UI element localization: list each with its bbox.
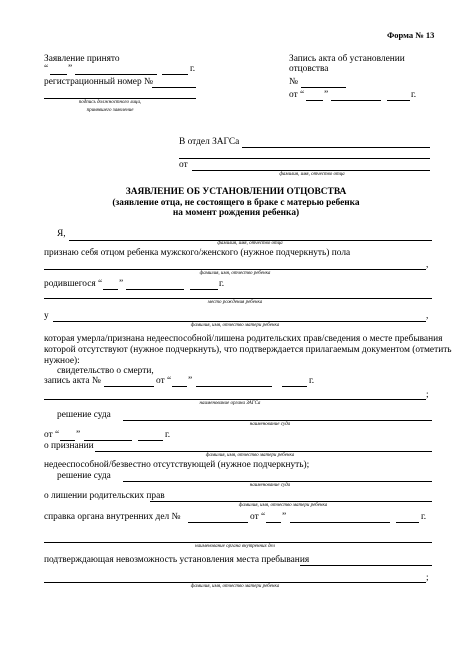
police-number-line[interactable]: [188, 522, 248, 523]
police-org-caption: наименование органа внутренних дел: [195, 544, 275, 549]
applicant-name-line[interactable]: [192, 170, 430, 171]
court-2-name-caption: наименование суда: [249, 483, 291, 488]
record-act-quote-close: ”: [188, 376, 193, 386]
birthplace-caption: место рождения ребенка: [207, 300, 263, 305]
document-title: ЗАЯВЛЕНИЕ ОБ УСТАНОВЛЕНИИ ОТЦОВСТВА: [125, 187, 347, 197]
i-label: Я,: [57, 229, 66, 239]
recognition-mother-line[interactable]: [95, 451, 432, 452]
record-label-2: отцовства: [289, 64, 329, 74]
record-act-month-line[interactable]: [196, 386, 272, 387]
police-month-line[interactable]: [290, 522, 390, 523]
recognition-mother-caption: фамилия, имя, отчество матери ребенка: [205, 453, 295, 458]
record-act-number-line[interactable]: [104, 386, 154, 387]
accepted-month-line[interactable]: [75, 74, 157, 75]
police-quote-close: ”: [282, 512, 287, 522]
police-from: от “: [250, 512, 266, 522]
confirm-mother-line[interactable]: [300, 565, 432, 566]
child-name-comma: ,: [426, 260, 429, 270]
record-day-line[interactable]: [306, 100, 323, 101]
born-quote-close: ”: [119, 279, 124, 289]
recognize-text: признаю себя отцом ребенка мужского/женского (нужное подчеркнуть) пола: [44, 248, 351, 258]
court-2-name-line[interactable]: [123, 481, 432, 482]
accepted-date-quote: “: [44, 64, 49, 74]
court-quote-close: ”: [76, 430, 81, 440]
born-year-suffix: г.: [219, 279, 225, 289]
record-number-line[interactable]: [301, 87, 346, 88]
zags-name-line-2[interactable]: [179, 158, 430, 159]
form-number: Форма № 13: [387, 30, 435, 40]
reg-number-line[interactable]: [152, 87, 196, 88]
died-text-1: которая умерла/признана недееспособной/лишена родительских прав/сведения о месте пребывания: [44, 334, 443, 344]
record-label-1: Запись акта об установлении: [289, 54, 405, 64]
born-label: родившегося “: [44, 279, 103, 289]
signature-caption-2: принявшего заявление: [86, 108, 134, 113]
court-year-line[interactable]: [138, 440, 163, 441]
court-label: решение суда: [57, 410, 111, 420]
court-date-from: от “: [44, 430, 60, 440]
birthplace-line[interactable]: [44, 298, 432, 299]
record-act-year-line[interactable]: [282, 386, 307, 387]
police-certificate-label: справка органа внутренних дел №: [44, 512, 181, 522]
court-name-line[interactable]: [123, 420, 432, 421]
record-number-label: №: [289, 77, 298, 87]
confirm-semicolon: ;: [426, 573, 429, 583]
accepted-date-quote-close: ”: [68, 64, 73, 74]
record-act-year-suffix: г.: [309, 376, 315, 386]
accepted-day-line[interactable]: [50, 74, 67, 75]
signature-line[interactable]: [44, 98, 196, 99]
born-month-line[interactable]: [126, 289, 184, 290]
record-quote-close: ”: [324, 90, 329, 100]
died-text-3: нужное):: [44, 356, 80, 366]
record-year-line[interactable]: [387, 100, 410, 101]
recognition-label: о признании: [44, 441, 94, 451]
accepted-label: Заявление принято: [44, 54, 120, 64]
record-act-label: запись акта №: [44, 376, 101, 386]
signature-caption-1: подпись должностного лица,: [78, 100, 142, 105]
reg-number-label: регистрационный номер №: [44, 77, 153, 87]
to-zags-label: В отдел ЗАГСа: [179, 137, 240, 147]
father-name-caption: фамилия, имя, отчество отца: [217, 241, 283, 246]
zags-org-line[interactable]: [44, 399, 426, 400]
police-year-suffix: г.: [421, 512, 427, 522]
mother-name-comma: ,: [426, 311, 429, 321]
zags-name-line[interactable]: [242, 147, 430, 148]
died-text-2: которой отсутствуют (нужное подчеркнуть), что подтверждается прилагаемым документом (отметить: [44, 345, 452, 355]
death-certificate-label: свидетельство о смерти,: [57, 366, 154, 376]
zags-org-caption: наименование органа ЗАГСа: [199, 401, 261, 406]
record-month-line[interactable]: [331, 100, 381, 101]
child-name-caption: фамилия, имя, отчество ребенка: [199, 271, 271, 276]
record-from-label: от “: [289, 90, 305, 100]
incapable-text: недееспособной/безвестно отсутствующей (нужное подчеркнуть);: [44, 460, 310, 470]
at-label: у: [44, 311, 49, 321]
court-2-label: решение суда: [57, 471, 111, 481]
from-label: от: [179, 160, 188, 170]
document-subtitle-2: на момент рождения ребенка): [172, 208, 300, 218]
child-name-line[interactable]: [44, 269, 426, 270]
accepted-year-line[interactable]: [162, 74, 188, 75]
deprivation-mother-line[interactable]: [150, 501, 432, 502]
mother-name-caption: фамилия, имя, отчество матери ребенка: [190, 323, 280, 328]
police-day-line[interactable]: [266, 522, 281, 523]
zags-org-semicolon: ;: [426, 390, 429, 400]
police-year-line[interactable]: [396, 522, 419, 523]
record-act-from: от “: [156, 376, 172, 386]
born-day-line[interactable]: [103, 289, 118, 290]
court-year-suffix: г.: [165, 430, 171, 440]
court-name-caption: наименование суда: [249, 422, 291, 427]
record-year-suffix: г.: [411, 90, 417, 100]
record-act-day-line[interactable]: [172, 386, 187, 387]
document-subtitle-1: (заявление отца, не состоящего в браке с матерью ребенка: [112, 198, 360, 208]
deprivation-mother-caption: фамилия, имя, отчество матери ребенка: [238, 503, 328, 508]
mother-name-line[interactable]: [53, 321, 426, 322]
accepted-year-suffix: г.: [190, 64, 196, 74]
confirm-mother-line-2[interactable]: [44, 582, 426, 583]
confirm-text: подтверждающая невозможность установления места пребывания: [44, 555, 310, 565]
applicant-name-caption: фамилия, имя, отчество отца: [279, 172, 345, 177]
confirm-mother-caption: фамилия, имя, отчество матери ребенка: [190, 584, 280, 589]
police-org-line[interactable]: [44, 542, 432, 543]
deprivation-label: о лишении родительских прав: [44, 491, 165, 501]
born-year-line[interactable]: [190, 289, 218, 290]
